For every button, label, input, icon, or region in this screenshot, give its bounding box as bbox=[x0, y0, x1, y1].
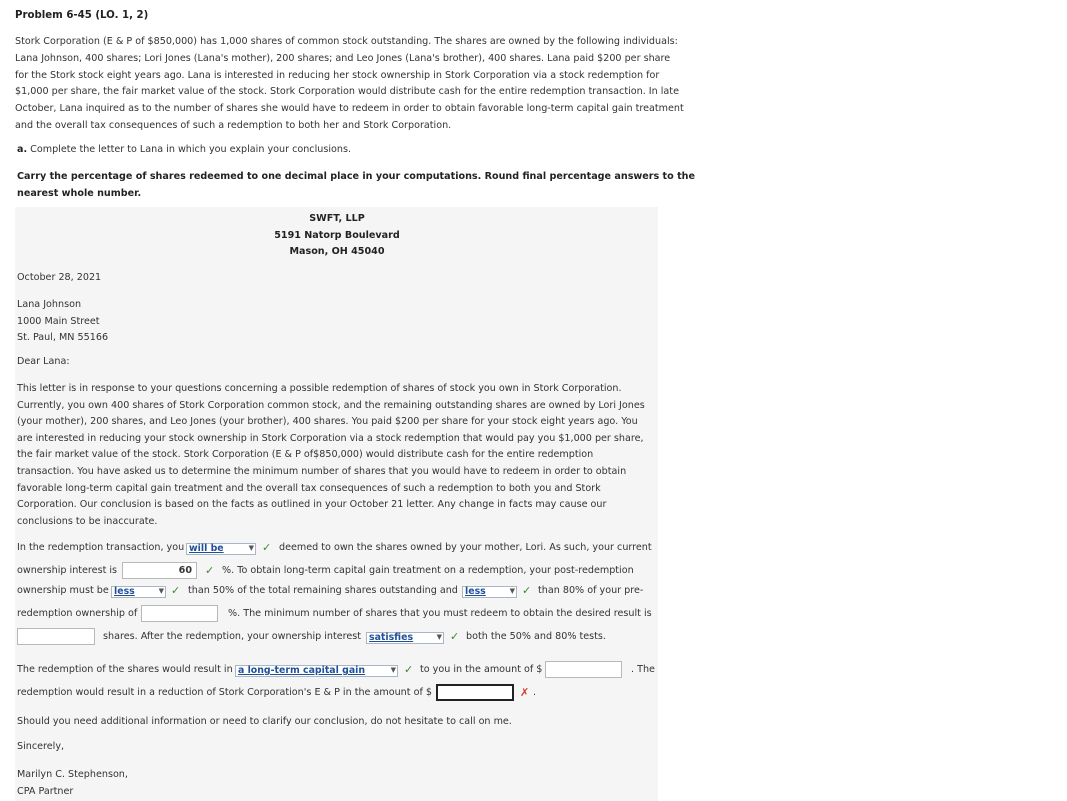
problem-text: Stork Corporation (E & P of $850,000) has 1,000 shares of common stock outstanding. The shares are owned by the following individuals: Lana Johnson, 400 shares; Lori Jones (Lana's mother), 200 shares; and Leo Jones (Lana's brother), 400 shares. Lana paid $200 per share for the Stork stock eight years ago. Lana is interested in reducing her stock ownership in Stork Corporation via a stock redemption for $1,000 per share, the fair market value of the stock. Stork Corporation would distribute cash for the entire redemption transaction. In late October, Lana inquired as to the number of shares she would have to redeem in order to obtain favorable long-term capital gain treatment and the overall tax consequences of such a redemption to both her and Stork Corporation. bbox=[15, 36, 684, 131]
fill-text: redemption would result in a reduction of Stork Corporation's E & P in the amount of $ bbox=[17, 687, 432, 698]
fifty-percent-test-dropdown[interactable]: less ▼ bbox=[111, 586, 166, 598]
check-icon: ✓ bbox=[522, 584, 532, 597]
check-icon: ✓ bbox=[262, 541, 272, 554]
chevron-down-icon: ▼ bbox=[436, 633, 442, 641]
shares-to-redeem-input[interactable] bbox=[17, 628, 95, 645]
part-a-prompt: a. Complete the letter to Lana in which you explain your conclusions. bbox=[17, 144, 351, 155]
pre-redemption-ownership-input[interactable] bbox=[141, 605, 218, 622]
ep-reduction-input[interactable] bbox=[436, 684, 514, 701]
x-icon: ✗ bbox=[520, 686, 530, 699]
current-ownership-input[interactable]: 60 bbox=[122, 562, 197, 579]
instructions: Carry the percentage of shares redeemed to one decimal place in your computations. Round final percentage answers to the nearest whole number. bbox=[17, 171, 695, 199]
recipient-address: Lana Johnson 1000 Main Street St. Paul, MN 55166 bbox=[17, 299, 109, 344]
capital-gain-amount-input[interactable] bbox=[545, 661, 622, 678]
fill-text: deemed to own the shares owned by your mother, Lori. As such, your current bbox=[279, 542, 652, 553]
fill-text: . The bbox=[631, 664, 655, 675]
fill-text: The redemption of the shares would result in bbox=[17, 664, 233, 675]
check-icon: ✓ bbox=[404, 663, 414, 676]
relation-dropdown[interactable]: will be ▼ bbox=[186, 543, 256, 555]
eighty-percent-test-dropdown[interactable]: less ▼ bbox=[462, 586, 517, 598]
fill-text: both the 50% and 80% tests. bbox=[466, 631, 606, 642]
fill-text: than 80% of your pre- bbox=[538, 585, 644, 596]
fill-text: ownership must be bbox=[17, 585, 109, 596]
letterhead: SWFT, LLP 5191 Natorp Boulevard Mason, OH 45040 bbox=[274, 213, 400, 258]
chevron-down-icon: ▼ bbox=[390, 666, 396, 674]
chevron-down-icon: ▼ bbox=[248, 544, 254, 552]
check-icon: ✓ bbox=[171, 584, 181, 597]
tax-treatment-dropdown[interactable]: a long-term capital gain ▼ bbox=[235, 665, 398, 677]
fill-text: redemption ownership of bbox=[17, 608, 138, 619]
check-icon: ✓ bbox=[205, 564, 215, 577]
fill-text: to you in the amount of $ bbox=[420, 664, 543, 675]
fill-text: %. To obtain long-term capital gain treatment on a redemption, your post-redemption bbox=[222, 565, 634, 576]
sincerely: Sincerely, bbox=[17, 741, 65, 752]
fill-text: %. The minimum number of shares that you must redeem to obtain the desired result is bbox=[228, 608, 652, 619]
period-text: . bbox=[533, 687, 537, 698]
closing-line: Should you need additional information or need to clarify our conclusion, do not hesitate to call on me. bbox=[17, 716, 512, 727]
chevron-down-icon: ▼ bbox=[509, 587, 515, 595]
fill-text: shares. After the redemption, your ownership interest bbox=[103, 631, 362, 642]
tests-result-dropdown[interactable]: satisfies ▼ bbox=[366, 632, 444, 644]
signature-block: Marilyn C. Stephenson, CPA Partner bbox=[17, 769, 128, 797]
fill-text: than 50% of the total remaining shares outstanding and bbox=[188, 585, 458, 596]
fill-text: In the redemption transaction, you bbox=[17, 542, 185, 553]
problem-title: Problem 6-45 (LO. 1, 2) bbox=[15, 10, 149, 21]
salutation: Dear Lana: bbox=[17, 356, 70, 367]
letter-body: This letter is in response to your questions concerning a possible redemption of shares of stock you own in Stork Corporation. Currently, you own 400 shares of Stork Corporation common stock, and the remaining outstanding shares are owned by Lori Jones (your mother), 200 shares, and Leo Jones (your brother), 400 shares. You paid $200 per share for your stock eight years ago. You are interested in reducing your stock ownership in Stork Corporation via a stock redemption that would pay you $1,000 per share, the fair market value of the stock. Stork Corporation (E & P of$850,000) would distribute cash for the entire redemption transaction. You have asked us to determine the minimum number of shares that you would have to redeem in order to obtain favorable long-term capital gain treatment and the overall tax consequences of such a redemption to both you and Stork Corporation. Our conclusion is based on the facts as outlined in your October 21 letter. Any change in facts may cause our conclusions to be inaccurate. bbox=[17, 383, 645, 527]
letter-date: October 28, 2021 bbox=[17, 272, 102, 283]
fill-text: ownership interest is bbox=[17, 565, 118, 576]
chevron-down-icon: ▼ bbox=[158, 587, 164, 595]
check-icon: ✓ bbox=[450, 630, 460, 643]
